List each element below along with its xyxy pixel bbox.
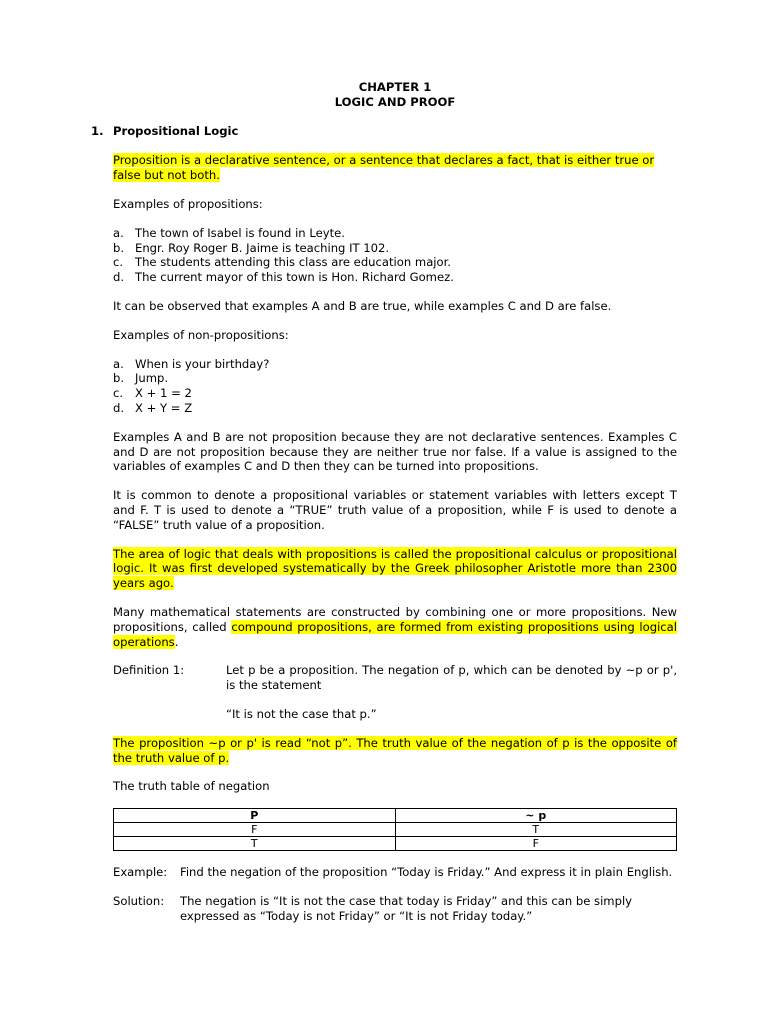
- negation-truth-table: [113, 808, 677, 851]
- proposition-definition: [113, 153, 677, 183]
- chapter-title: LOGIC AND PROOF: [334, 94, 456, 109]
- definition-quote: “It is not the case that p.”: [226, 706, 377, 721]
- observation-paragraph: It can be observed that examples A and B are true, while examples C and D are false.: [113, 298, 612, 313]
- nonprop-explanation: Examples A and B are not proposition because they are not declarative sentences. Examples C and D are not proposition because they are neither true nor false. If a value is assigned to the variables of examples C and D then they can be turned into propositions.: [113, 429, 677, 474]
- solution-label: Solution:: [113, 893, 165, 908]
- list-item: a. When is your birthday?: [113, 356, 270, 371]
- chapter-heading: [113, 80, 677, 110]
- table-cell: T: [114, 837, 396, 851]
- definition-text: Let p be a proposition. The negation of p, which can be denoted by ~p or p', is the statement: [226, 663, 677, 693]
- proposition-examples-list: [113, 226, 677, 285]
- example-text: Find the negation of the proposition “Today is Friday.” And express it in plain English.: [180, 865, 673, 880]
- table-row: [114, 837, 677, 851]
- section-heading: [91, 123, 677, 139]
- chapter-number: CHAPTER 1: [358, 80, 432, 94]
- highlighted-negation: The proposition ~p or p' is read “not p”. The truth value of the negation of p is the opposite of the truth value of p.: [113, 735, 677, 765]
- truth-table-caption: The truth table of negation: [113, 779, 270, 794]
- list-item: c. The students attending this class are education major.: [113, 255, 451, 270]
- document-page: [91, 80, 677, 923]
- solution-text: The negation is “It is not the case that today is Friday” and this can be simply expressed as “Today is not Friday” or “It is not Friday today.”: [180, 893, 633, 923]
- table-header-row: [114, 809, 677, 823]
- table-header-p: P: [114, 809, 396, 823]
- table-header-not-p: ~ p: [395, 809, 677, 823]
- highlighted-calculus: The area of logic that deals with propositions is called the propositional calculus or propositional logic. It was first developed systematically by the Greek philosopher Aristotle more than 2300 years ago.: [113, 546, 677, 591]
- negation-read-paragraph: [113, 736, 677, 766]
- table-row: [114, 823, 677, 837]
- calculus-paragraph: [113, 547, 677, 591]
- nonprop-heading: Examples of non-propositions:: [113, 327, 289, 342]
- list-item: a. The town of Isabel is found in Leyte.: [113, 225, 345, 240]
- examples-heading: Examples of propositions:: [113, 196, 263, 211]
- list-item: b. Jump.: [113, 371, 169, 386]
- definition-label: Definition 1:: [113, 663, 185, 678]
- highlighted-definition: Proposition is a declarative sentence, or a sentence that declares a fact, that is either true or false but not both.: [113, 153, 655, 183]
- list-item: c. X + 1 = 2: [113, 386, 192, 401]
- list-item: d. X + Y = Z: [113, 400, 193, 415]
- table-cell: T: [395, 823, 677, 837]
- table-cell: F: [395, 837, 677, 851]
- section-title: Propositional Logic: [113, 123, 239, 138]
- highlighted-compound: compound propositions, are formed from existing propositions using logical operations: [113, 619, 677, 649]
- solution-block: [113, 894, 677, 924]
- compound-paragraph: Many mathematical statements are constructed by combining one or more propositions. New propositions, called compound propositions, are formed from existing propositions using logical operations.: [113, 604, 677, 649]
- section-number: 1.: [91, 123, 104, 138]
- example-block: [113, 865, 677, 880]
- table-cell: F: [114, 823, 396, 837]
- notation-paragraph: It is common to denote a propositional variables or statement variables with letters except T and F. T is used to denote a “TRUE” truth value of a proposition, while F is used to denote a “FALSE” truth value of a proposition.: [113, 488, 677, 532]
- example-label: Example:: [113, 865, 168, 880]
- list-item: d. The current mayor of this town is Hon. Richard Gomez.: [113, 270, 454, 285]
- list-item: b. Engr. Roy Roger B. Jaime is teaching IT 102.: [113, 240, 390, 255]
- nonprop-examples-list: [113, 357, 677, 416]
- definition-1: [113, 663, 677, 721]
